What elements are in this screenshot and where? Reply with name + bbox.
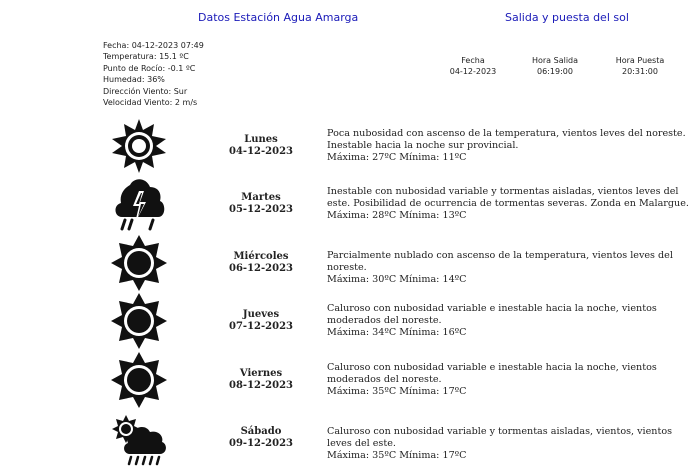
forecast-text: Poca nubosidad con ascenso de la temperatura, vientos leves del noreste. Inestable hacia la noche sur provincial.: [327, 128, 686, 151]
sun-col-sunset: [600, 55, 680, 77]
forecast-day: [221, 426, 301, 450]
sun-col-date: [433, 55, 513, 77]
storm-cloud-icon: [108, 175, 170, 233]
sun-icon: [108, 117, 170, 175]
sun-value-sunrise: 06:19:00: [537, 67, 573, 76]
forecast-text: Inestable con nubosidad variable y tormentas aisladas, vientos leves del este. Posibilidad de ocurrencia de tormentas severas. Zonda en Malargue.: [327, 186, 689, 209]
forecast-temps: Máxima: 35ºC Mínima: 17ºC: [327, 450, 467, 461]
forecast-text: Caluroso con nubosidad variable e inestable hacia la noche, vientos moderados del noreste.: [327, 303, 657, 326]
forecast-day: [221, 134, 301, 158]
station-info: [103, 40, 204, 108]
sun-header-sunrise: Hora Salida: [531, 56, 579, 65]
sun-cloud-rain-icon: [108, 409, 170, 467]
forecast-description: [327, 128, 695, 164]
sun-header-sunset: Hora Puesta: [615, 56, 665, 65]
forecast-row: [0, 117, 700, 175]
forecast-text: Caluroso con nubosidad variable y tormentas aisladas, vientos, vientos leves del este.: [327, 426, 673, 449]
sun-value-sunset: 20:31:00: [622, 67, 658, 76]
forecast-day-name: Viernes: [239, 368, 283, 379]
station-date: Fecha: 04-12-2023 07:49: [103, 41, 204, 50]
station-wind-direction: Dirección Viento: Sur: [103, 86, 188, 96]
forecast-description: [327, 426, 695, 462]
forecast-description: [327, 303, 695, 339]
forecast-date: 04-12-2023: [229, 146, 293, 157]
forecast-description: [327, 186, 695, 222]
station-wind-speed: Velocidad Viento: 2 m/s: [103, 98, 198, 108]
forecast-day: [221, 192, 301, 216]
sun-icon: [108, 292, 170, 350]
sun-icon: [108, 234, 170, 292]
forecast-date: 09-12-2023: [229, 438, 293, 449]
forecast-day-name: Sábado: [240, 426, 282, 437]
forecast-description: [327, 362, 695, 398]
forecast-description: [327, 250, 695, 286]
forecast-row: [0, 234, 700, 292]
sun-header-date: Fecha: [461, 56, 485, 65]
forecast-day-name: Miércoles: [233, 251, 289, 262]
sunrise-sunset-title: Salida y puesta del sol: [505, 11, 629, 24]
station-data-title: Datos Estación Agua Amarga: [198, 11, 359, 24]
forecast-temps: Máxima: 34ºC Mínima: 16ºC: [327, 327, 467, 338]
forecast-date: 07-12-2023: [229, 321, 293, 332]
forecast-text: Caluroso con nubosidad variable e inestable hacia la noche, vientos moderados del noreste.: [327, 362, 657, 385]
forecast-date: 06-12-2023: [229, 263, 293, 274]
forecast-day: [221, 368, 301, 392]
forecast-date: 08-12-2023: [229, 380, 293, 391]
forecast-day: [221, 309, 301, 333]
forecast-date: 05-12-2023: [229, 204, 293, 215]
forecast-row: [0, 409, 700, 467]
forecast-day-name: Jueves: [242, 309, 280, 320]
sun-value-date: 04-12-2023: [449, 67, 497, 76]
station-temperature: Temperatura: 15.1 ºC: [103, 52, 189, 62]
forecast-row: [0, 351, 700, 409]
sun-icon: [108, 351, 170, 409]
sun-col-sunrise: [515, 55, 595, 77]
station-dew-point: Punto de Rocío: -0.1 ºC: [103, 63, 196, 73]
forecast-day: [221, 251, 301, 275]
forecast-row: [0, 175, 700, 233]
forecast-temps: Máxima: 28ºC Mínima: 13ºC: [327, 210, 467, 221]
forecast-text: Parcialmente nublado con ascenso de la temperatura, vientos leves del noreste.: [327, 250, 673, 273]
forecast-temps: Máxima: 35ºC Mínima: 17ºC: [327, 386, 467, 397]
forecast-day-name: Martes: [241, 192, 281, 203]
station-humidity: Humedad: 36%: [103, 75, 165, 85]
forecast-day-name: Lunes: [244, 134, 278, 145]
forecast-temps: Máxima: 27ºC Mínima: 11ºC: [327, 152, 467, 163]
forecast-temps: Máxima: 30ºC Mínima: 14ºC: [327, 274, 467, 285]
forecast-row: [0, 292, 700, 350]
